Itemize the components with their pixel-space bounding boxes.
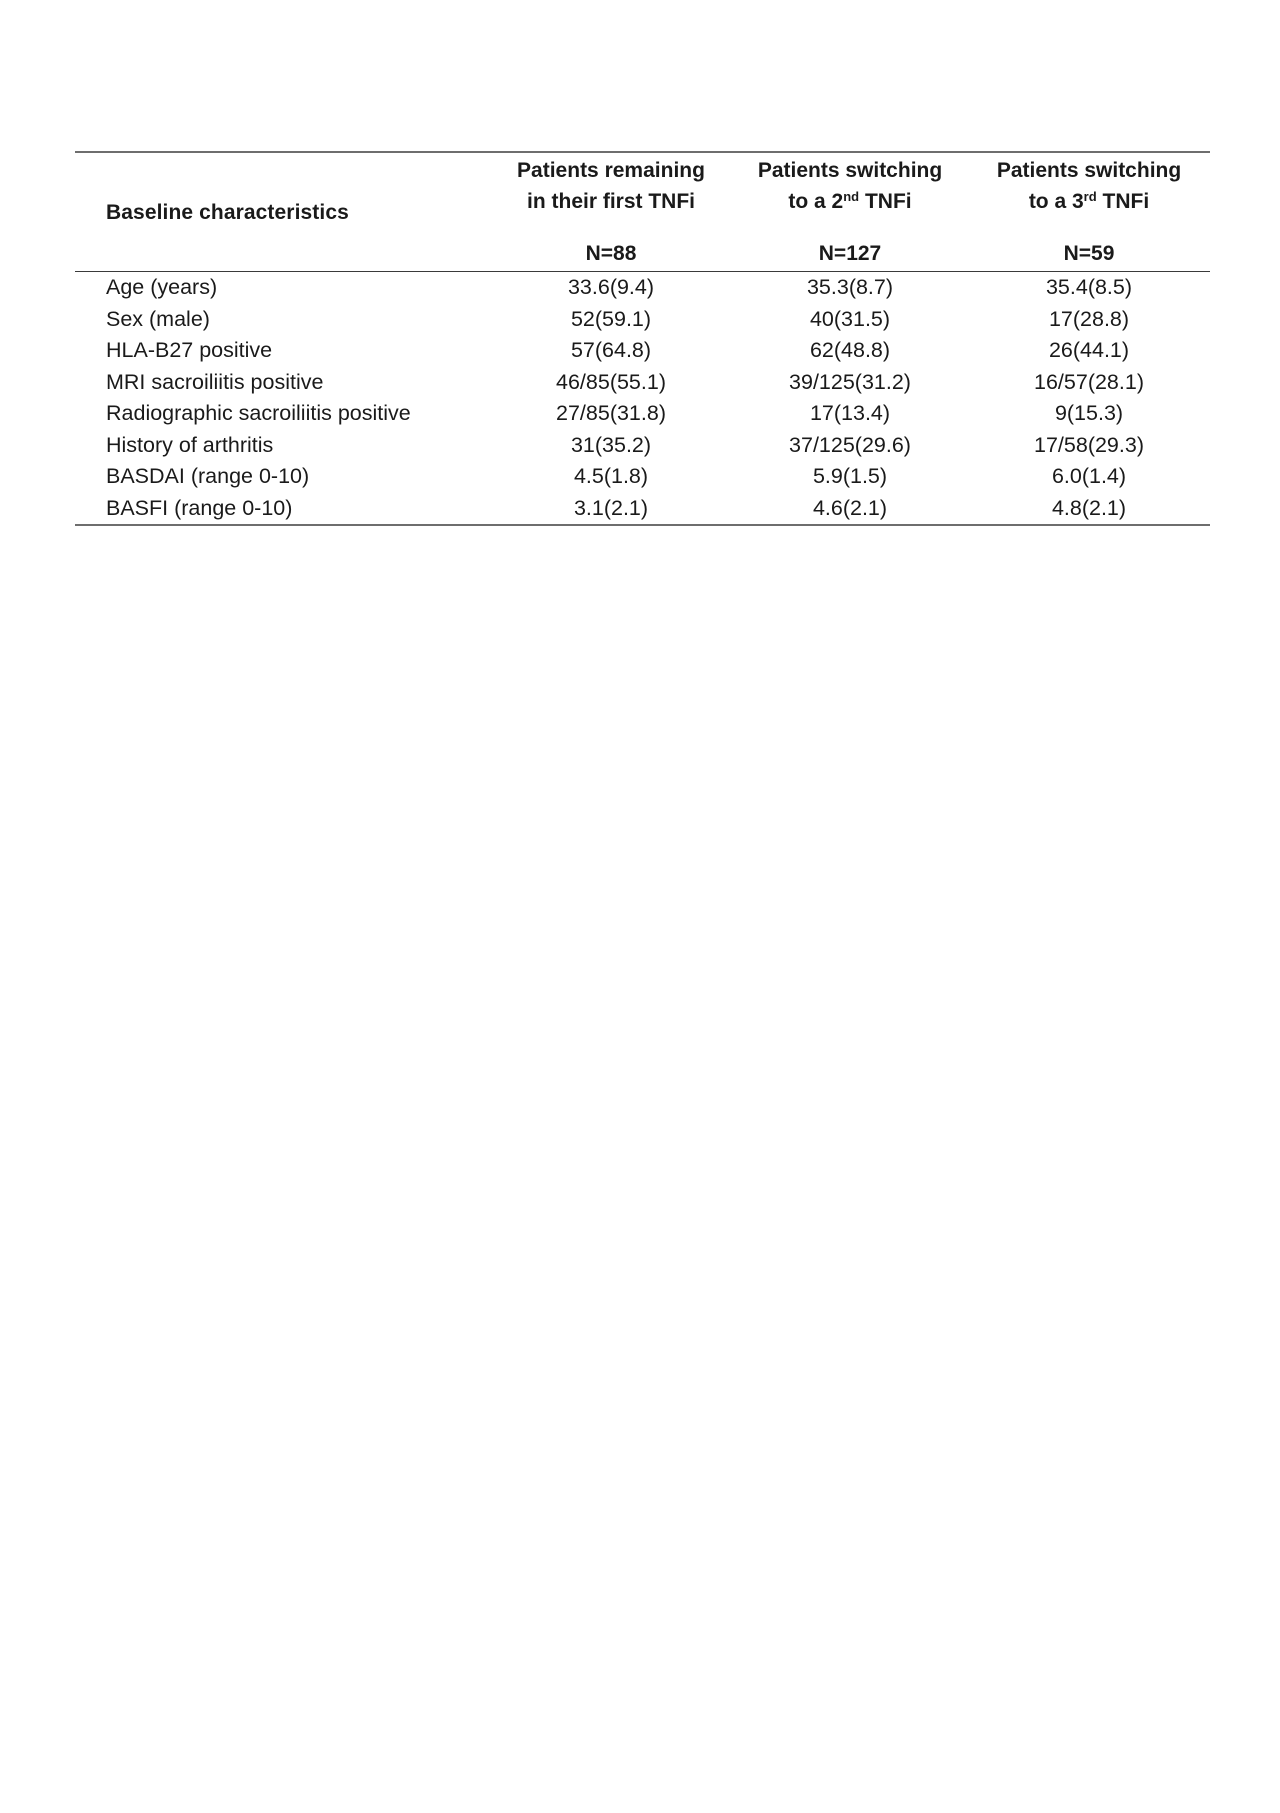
header-col3-line2-post: TNFi — [1096, 190, 1150, 213]
baseline-characteristics-table — [75, 151, 1210, 526]
header-col3-line1: Patients switching — [996, 159, 1182, 182]
row-label: MRI sacroiliitis positive — [106, 369, 324, 394]
row-value-col2: 5.9(1.5) — [812, 464, 888, 488]
row-value-col2: 35.3(8.7) — [806, 275, 894, 299]
row-value-col3: 17/58(29.3) — [1034, 432, 1144, 457]
row-label: Age (years) — [106, 275, 218, 299]
row-value-col3: 6.0(1.4) — [1051, 464, 1127, 488]
header-col1-n: N=88 — [585, 242, 637, 265]
row-value-col2: 37/125(29.6) — [789, 432, 911, 457]
row-value-col1: 4.5(1.8) — [573, 464, 649, 488]
header-col2-line2 — [731, 190, 969, 214]
row-value-col1: 57(64.8) — [570, 338, 652, 362]
row-value-col1: 46/85(55.1) — [556, 369, 666, 394]
table-row — [75, 461, 1210, 493]
header-col1-line1: Patients remaining — [517, 159, 705, 182]
row-value-col1: 52(59.1) — [570, 306, 652, 331]
table-row — [75, 304, 1210, 336]
table-row — [75, 398, 1210, 430]
row-value-col1: 33.6(9.4) — [567, 275, 655, 299]
header-col2-line2-pre: to a 2 — [788, 190, 844, 213]
row-label: HLA-B27 positive — [106, 338, 273, 362]
table-header — [75, 153, 1210, 271]
header-col2-n: N=127 — [818, 242, 882, 265]
row-value-col1: 31(35.2) — [570, 432, 652, 457]
table-row — [75, 272, 1210, 304]
row-label: BASDAI (range 0-10) — [106, 464, 310, 488]
row-value-col3: 16/57(28.1) — [1034, 369, 1144, 394]
row-label: History of arthritis — [106, 432, 274, 457]
row-label: BASFI (range 0-10) — [106, 495, 293, 520]
row-value-col3: 9(15.3) — [1054, 401, 1124, 425]
header-col1-line2-text: in their first TNFi — [527, 190, 695, 213]
header-col3-line2-pre: to a 3 — [1028, 190, 1084, 213]
row-value-col1: 27/85(31.8) — [556, 401, 666, 425]
row-value-col3: 35.4(8.5) — [1045, 275, 1133, 299]
row-value-col2: 17(13.4) — [809, 401, 891, 425]
header-col3-n: N=59 — [1063, 242, 1115, 265]
header-col1-line2 — [492, 190, 730, 214]
header-col3-line2 — [970, 190, 1208, 214]
header-col2-line2-post: TNFi — [859, 190, 912, 213]
header-col2-superscript: nd — [843, 189, 860, 204]
header-col3-superscript: rd — [1083, 189, 1097, 204]
row-value-col2: 39/125(31.2) — [789, 369, 911, 394]
row-value-col3: 4.8(2.1) — [1051, 495, 1127, 520]
table-row — [75, 493, 1210, 525]
row-value-col3: 26(44.1) — [1048, 338, 1130, 362]
table-body — [75, 272, 1210, 524]
row-value-col3: 17(28.8) — [1048, 306, 1130, 331]
row-label: Radiographic sacroiliitis positive — [106, 401, 411, 425]
header-col2-line1: Patients switching — [757, 159, 943, 182]
table-row — [75, 430, 1210, 462]
table-row — [75, 335, 1210, 367]
row-value-col2: 40(31.5) — [809, 306, 891, 331]
row-value-col1: 3.1(2.1) — [573, 495, 649, 520]
row-value-col2: 62(48.8) — [809, 338, 891, 362]
row-value-col2: 4.6(2.1) — [812, 495, 888, 520]
row-label: Sex (male) — [106, 306, 210, 331]
table-bottom-rule — [75, 524, 1210, 526]
table-row — [75, 367, 1210, 399]
header-baseline-characteristics: Baseline characteristics — [106, 201, 349, 224]
